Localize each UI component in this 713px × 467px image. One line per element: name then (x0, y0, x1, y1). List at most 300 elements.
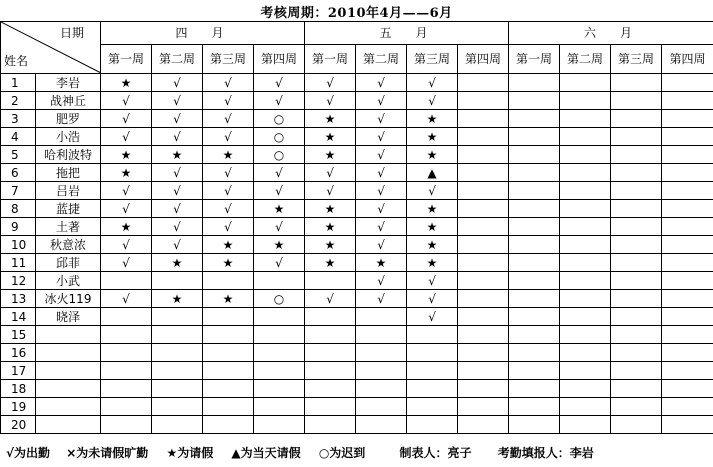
attendance-mark: √ (356, 164, 407, 182)
attendance-mark (611, 362, 662, 380)
attendance-mark: ★ (203, 254, 254, 272)
attendance-mark: √ (101, 290, 152, 308)
attendance-mark (509, 416, 560, 434)
attendance-mark (509, 236, 560, 254)
attendance-mark (662, 74, 713, 92)
attendance-mark (560, 416, 611, 434)
attendance-filler: 考勤填报人：李岩 (497, 446, 594, 460)
month-april: 四 月 (101, 22, 305, 45)
attendance-mark: ★ (101, 164, 152, 182)
attendance-mark: √ (152, 236, 203, 254)
attendance-mark: √ (356, 182, 407, 200)
attendance-mark (560, 308, 611, 326)
week-header: 第四周 (254, 45, 305, 74)
attendance-mark: √ (305, 290, 356, 308)
attendance-mark (662, 254, 713, 272)
table-row (1, 272, 713, 290)
attendance-mark (458, 398, 509, 416)
attendance-mark: ★ (407, 218, 458, 236)
attendance-mark: ★ (407, 200, 458, 218)
attendance-mark (152, 416, 203, 434)
attendance-mark: √ (407, 272, 458, 290)
attendance-mark (662, 416, 713, 434)
attendance-mark (305, 272, 356, 290)
member-name (36, 344, 101, 362)
attendance-mark (356, 416, 407, 434)
attendance-mark (509, 344, 560, 362)
attendance-mark: ★ (407, 254, 458, 272)
attendance-mark: √ (203, 74, 254, 92)
row-number: 18 (1, 380, 36, 398)
attendance-mark: √ (152, 110, 203, 128)
table-maker: 制表人：亮子 (399, 446, 472, 460)
attendance-mark (254, 344, 305, 362)
attendance-mark (458, 326, 509, 344)
attendance-mark (356, 308, 407, 326)
attendance-mark (152, 272, 203, 290)
row-number: 11 (1, 254, 36, 272)
legend-late: ○为迟到 (318, 446, 366, 460)
attendance-mark (662, 308, 713, 326)
attendance-mark (101, 398, 152, 416)
row-number: 19 (1, 398, 36, 416)
member-name: 小浩 (36, 128, 101, 146)
attendance-mark (560, 254, 611, 272)
attendance-mark (662, 398, 713, 416)
attendance-mark: ★ (407, 146, 458, 164)
attendance-mark (509, 74, 560, 92)
attendance-mark (560, 326, 611, 344)
legend-same-day-leave: ▲为当天请假 (231, 446, 301, 460)
attendance-mark (356, 398, 407, 416)
attendance-mark (305, 398, 356, 416)
attendance-mark (152, 308, 203, 326)
attendance-mark (611, 182, 662, 200)
attendance-mark (254, 326, 305, 344)
attendance-mark: √ (203, 164, 254, 182)
attendance-mark: ★ (305, 128, 356, 146)
table-row (1, 344, 713, 362)
table-row (1, 254, 713, 272)
attendance-mark: ○ (254, 146, 305, 164)
member-name: 小武 (36, 272, 101, 290)
table-row (1, 380, 713, 398)
attendance-mark (662, 290, 713, 308)
attendance-mark (305, 326, 356, 344)
row-number: 8 (1, 200, 36, 218)
row-number: 14 (1, 308, 36, 326)
attendance-mark (611, 308, 662, 326)
legend-absent: ×为未请假旷勤 (66, 446, 149, 460)
attendance-mark: √ (305, 92, 356, 110)
attendance-mark: ▲ (407, 164, 458, 182)
attendance-mark (254, 416, 305, 434)
attendance-mark (458, 110, 509, 128)
member-name: 晓泽 (36, 308, 101, 326)
row-number: 12 (1, 272, 36, 290)
member-name: 冰火119 (36, 290, 101, 308)
attendance-mark (458, 128, 509, 146)
attendance-mark: ★ (254, 236, 305, 254)
attendance-mark (254, 308, 305, 326)
attendance-mark (560, 218, 611, 236)
table-row (1, 362, 713, 380)
attendance-mark (152, 398, 203, 416)
member-name: 肥罗 (36, 110, 101, 128)
row-number: 9 (1, 218, 36, 236)
attendance-mark: √ (152, 74, 203, 92)
attendance-mark (560, 110, 611, 128)
attendance-mark (458, 290, 509, 308)
attendance-mark (662, 92, 713, 110)
member-name: 哈利波特 (36, 146, 101, 164)
attendance-mark (611, 128, 662, 146)
attendance-mark (662, 380, 713, 398)
table-row (1, 290, 713, 308)
attendance-mark (509, 92, 560, 110)
attendance-mark (458, 380, 509, 398)
attendance-mark: ★ (203, 290, 254, 308)
attendance-mark (662, 146, 713, 164)
attendance-mark (611, 200, 662, 218)
attendance-mark (356, 380, 407, 398)
attendance-mark: √ (203, 110, 254, 128)
table-row (1, 326, 713, 344)
attendance-mark: ★ (152, 290, 203, 308)
attendance-mark: √ (356, 200, 407, 218)
attendance-mark (611, 398, 662, 416)
attendance-mark (509, 290, 560, 308)
attendance-mark: √ (203, 92, 254, 110)
attendance-mark: ★ (305, 236, 356, 254)
attendance-mark: ★ (152, 254, 203, 272)
attendance-mark (662, 110, 713, 128)
attendance-mark (101, 344, 152, 362)
attendance-mark: √ (254, 182, 305, 200)
attendance-mark (458, 164, 509, 182)
attendance-mark: ★ (203, 146, 254, 164)
attendance-mark (509, 218, 560, 236)
attendance-mark (254, 272, 305, 290)
attendance-mark (305, 362, 356, 380)
attendance-mark: √ (152, 128, 203, 146)
attendance-mark (662, 362, 713, 380)
attendance-mark: √ (152, 164, 203, 182)
attendance-mark: ★ (305, 254, 356, 272)
table-row (1, 308, 713, 326)
attendance-mark (611, 254, 662, 272)
attendance-mark (458, 362, 509, 380)
attendance-mark (356, 362, 407, 380)
attendance-mark: √ (152, 182, 203, 200)
week-header: 第二周 (356, 45, 407, 74)
attendance-mark (560, 236, 611, 254)
attendance-mark (458, 200, 509, 218)
table-row (1, 92, 713, 110)
attendance-mark (458, 74, 509, 92)
attendance-mark: √ (356, 74, 407, 92)
table-row (1, 164, 713, 182)
table-row (1, 74, 713, 92)
attendance-mark: ○ (254, 128, 305, 146)
attendance-mark (458, 236, 509, 254)
attendance-mark (203, 416, 254, 434)
attendance-mark: √ (101, 200, 152, 218)
attendance-mark: √ (101, 236, 152, 254)
member-name (36, 362, 101, 380)
attendance-table (0, 21, 713, 434)
attendance-mark (203, 326, 254, 344)
attendance-mark (662, 200, 713, 218)
attendance-mark (305, 308, 356, 326)
attendance-mark (611, 272, 662, 290)
attendance-mark (203, 362, 254, 380)
attendance-mark (407, 326, 458, 344)
attendance-mark: √ (356, 146, 407, 164)
attendance-mark (509, 200, 560, 218)
legend-leave: ★为请假 (166, 446, 214, 460)
table-row (1, 200, 713, 218)
attendance-mark (101, 272, 152, 290)
attendance-mark: √ (356, 272, 407, 290)
attendance-mark (662, 128, 713, 146)
attendance-mark (560, 164, 611, 182)
attendance-mark: ★ (101, 74, 152, 92)
attendance-mark (611, 146, 662, 164)
attendance-mark (254, 362, 305, 380)
attendance-mark (560, 362, 611, 380)
attendance-mark (611, 218, 662, 236)
week-header: 第二周 (152, 45, 203, 74)
attendance-mark (407, 344, 458, 362)
attendance-mark: √ (101, 128, 152, 146)
attendance-mark (662, 236, 713, 254)
attendance-mark (101, 380, 152, 398)
attendance-mark (662, 182, 713, 200)
attendance-mark: √ (254, 254, 305, 272)
attendance-mark (560, 344, 611, 362)
row-number: 15 (1, 326, 36, 344)
row-number: 17 (1, 362, 36, 380)
attendance-mark (611, 416, 662, 434)
attendance-mark (509, 182, 560, 200)
attendance-mark (611, 164, 662, 182)
attendance-mark: ○ (254, 290, 305, 308)
table-row (1, 236, 713, 254)
attendance-mark (101, 308, 152, 326)
attendance-mark: √ (407, 182, 458, 200)
attendance-mark (356, 344, 407, 362)
attendance-mark (509, 164, 560, 182)
attendance-mark (203, 398, 254, 416)
attendance-mark (509, 272, 560, 290)
attendance-mark (560, 200, 611, 218)
attendance-mark (611, 74, 662, 92)
attendance-mark (560, 128, 611, 146)
attendance-mark (509, 146, 560, 164)
attendance-mark (560, 92, 611, 110)
attendance-mark (509, 308, 560, 326)
table-row (1, 128, 713, 146)
attendance-mark (662, 218, 713, 236)
attendance-mark (509, 362, 560, 380)
attendance-mark (611, 92, 662, 110)
attendance-mark (509, 254, 560, 272)
date-label: 日期 (59, 26, 84, 40)
attendance-mark: ★ (203, 236, 254, 254)
attendance-mark (203, 272, 254, 290)
attendance-mark: √ (356, 218, 407, 236)
row-number: 16 (1, 344, 36, 362)
attendance-mark (560, 398, 611, 416)
attendance-mark (458, 416, 509, 434)
attendance-mark (101, 326, 152, 344)
attendance-mark: ★ (305, 200, 356, 218)
attendance-mark (407, 362, 458, 380)
attendance-mark: ★ (101, 218, 152, 236)
attendance-mark (509, 128, 560, 146)
attendance-mark (560, 74, 611, 92)
attendance-mark: √ (203, 218, 254, 236)
attendance-mark (509, 326, 560, 344)
attendance-mark (509, 110, 560, 128)
attendance-mark: √ (356, 92, 407, 110)
attendance-mark (560, 146, 611, 164)
table-row (1, 110, 713, 128)
table-row (1, 416, 713, 434)
attendance-mark (458, 146, 509, 164)
row-number: 20 (1, 416, 36, 434)
attendance-mark: √ (203, 200, 254, 218)
row-number: 1 (1, 74, 36, 92)
week-header: 第一周 (509, 45, 560, 74)
attendance-mark (560, 182, 611, 200)
attendance-mark (254, 398, 305, 416)
attendance-mark (407, 398, 458, 416)
member-name: 土著 (36, 218, 101, 236)
attendance-mark: √ (101, 254, 152, 272)
month-june: 六 月 (509, 22, 713, 45)
attendance-mark: √ (152, 218, 203, 236)
week-header: 第一周 (305, 45, 356, 74)
attendance-mark (305, 416, 356, 434)
attendance-mark: ○ (254, 110, 305, 128)
member-name (36, 398, 101, 416)
attendance-mark (560, 380, 611, 398)
attendance-mark: √ (203, 128, 254, 146)
week-header: 第四周 (458, 45, 509, 74)
attendance-mark: √ (305, 164, 356, 182)
attendance-mark (101, 416, 152, 434)
attendance-mark: ★ (305, 146, 356, 164)
attendance-mark: √ (407, 290, 458, 308)
attendance-mark (458, 92, 509, 110)
attendance-mark (560, 272, 611, 290)
attendance-mark (458, 218, 509, 236)
attendance-mark (152, 362, 203, 380)
attendance-mark: √ (203, 182, 254, 200)
member-name: 秋意浓 (36, 236, 101, 254)
attendance-mark (509, 380, 560, 398)
attendance-mark: √ (356, 236, 407, 254)
attendance-mark: √ (254, 164, 305, 182)
attendance-mark (458, 182, 509, 200)
row-number: 5 (1, 146, 36, 164)
attendance-mark (662, 326, 713, 344)
attendance-mark (305, 380, 356, 398)
attendance-mark: √ (152, 92, 203, 110)
table-row (1, 398, 713, 416)
attendance-mark: ★ (407, 236, 458, 254)
attendance-mark (203, 344, 254, 362)
attendance-mark: √ (305, 182, 356, 200)
member-name (36, 416, 101, 434)
week-header: 第三周 (203, 45, 254, 74)
member-name: 李岩 (36, 74, 101, 92)
attendance-mark (203, 380, 254, 398)
table-row (1, 218, 713, 236)
table-row (1, 146, 713, 164)
attendance-mark (611, 344, 662, 362)
attendance-mark: ★ (254, 200, 305, 218)
row-number: 13 (1, 290, 36, 308)
header-diagonal-cell (1, 22, 101, 74)
attendance-mark (458, 344, 509, 362)
attendance-mark: ★ (407, 128, 458, 146)
attendance-mark: √ (407, 92, 458, 110)
attendance-mark (611, 326, 662, 344)
attendance-mark: √ (254, 92, 305, 110)
attendance-mark: √ (356, 128, 407, 146)
member-name: 邱菲 (36, 254, 101, 272)
attendance-mark (407, 380, 458, 398)
attendance-mark (560, 290, 611, 308)
attendance-mark (458, 272, 509, 290)
member-name: 蓝捷 (36, 200, 101, 218)
attendance-mark: √ (101, 110, 152, 128)
attendance-mark (458, 308, 509, 326)
attendance-mark (152, 326, 203, 344)
member-name: 战神丘 (36, 92, 101, 110)
attendance-mark: ★ (305, 218, 356, 236)
attendance-mark: ★ (152, 146, 203, 164)
attendance-mark (662, 344, 713, 362)
attendance-mark: √ (254, 218, 305, 236)
row-number: 10 (1, 236, 36, 254)
attendance-mark (611, 290, 662, 308)
attendance-mark (254, 380, 305, 398)
attendance-mark (356, 326, 407, 344)
table-row (1, 182, 713, 200)
attendance-mark (662, 164, 713, 182)
page-title: 考核周期：2010年4月——6月 (260, 6, 453, 21)
attendance-mark: √ (152, 200, 203, 218)
name-label: 姓名 (4, 54, 29, 68)
attendance-mark: ★ (356, 254, 407, 272)
row-number: 3 (1, 110, 36, 128)
attendance-mark (662, 272, 713, 290)
attendance-mark (101, 362, 152, 380)
row-number: 6 (1, 164, 36, 182)
month-may: 五 月 (305, 22, 509, 45)
member-name (36, 326, 101, 344)
row-number: 4 (1, 128, 36, 146)
attendance-mark (611, 110, 662, 128)
attendance-mark: √ (101, 92, 152, 110)
row-number: 2 (1, 92, 36, 110)
attendance-mark (152, 380, 203, 398)
attendance-mark: √ (254, 74, 305, 92)
